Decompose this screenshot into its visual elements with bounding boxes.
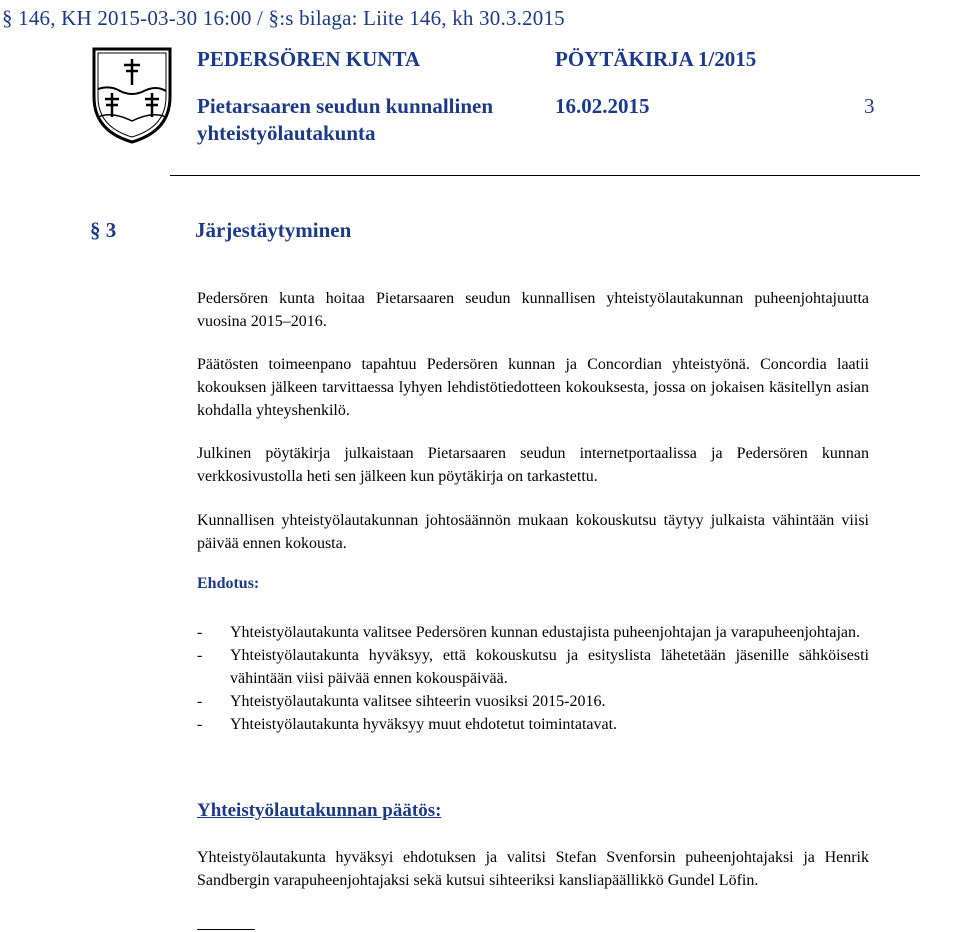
- proposal-list: [197, 621, 869, 736]
- meeting-date: 16.02.2015: [555, 94, 650, 118]
- list-marker: -: [197, 647, 203, 664]
- list-marker: -: [197, 624, 203, 641]
- list-marker: -: [197, 693, 203, 710]
- list-marker: -: [197, 716, 203, 733]
- organization-name: PEDERSÖREN KUNTA: [197, 47, 421, 71]
- reference-line: § 146, KH 2015-03-30 16:00 / §:s bilaga: Liite 146, kh 30.3.2015: [2, 6, 565, 30]
- list-item-text: Yhteistyölautakunta hyväksyy, että kokouskutsu ja esityslista lähetetään jäsenille sähköisesti vähintään viisi päivää ennen kokouspäivää.: [230, 647, 869, 687]
- header-rule: [170, 175, 920, 176]
- committee-name-line1: Pietarsaaren seudun kunnallinen: [197, 94, 494, 118]
- list-item-text: Yhteistyölautakunta valitsee Pedersören kunnan edustajista puheenjohtajan ja varapuheenjohtajan.: [230, 624, 861, 641]
- section-heading: [90, 218, 352, 243]
- section-mark: § 3: [90, 218, 117, 242]
- paragraph: Kunnallisen yhteistyölautakunnan johtosäännön mukaan kokouskutsu täytyy julkaista vähintään viisi päivää ennen kokousta.: [197, 512, 869, 552]
- list-item: [197, 644, 869, 690]
- paragraph: Päätösten toimeenpano tapahtuu Pedersören kunnan ja Concordian yhteistyönä. Concordia laatii kokouksen jälkeen tarvittaessa lyhyen lehdistötiedotteen kokouksesta, jossa on jokaisen käsitellyn asian kohdalla yhteyshenkilö.: [197, 356, 869, 419]
- proposal-heading: Ehdotus:: [197, 575, 260, 592]
- municipal-coat-of-arms-icon: [90, 45, 174, 145]
- committee-name-line2: yhteistyölautakunta: [197, 121, 376, 145]
- list-item: [197, 713, 869, 736]
- paragraph: Julkinen pöytäkirja julkaistaan Pietarsaaren seudun internetportaalissa ja Pedersören kunnan verkkosivustolla heti sen jälkeen kun pöytäkirja on tarkastettu.: [197, 445, 869, 485]
- page-number: 3: [864, 94, 875, 118]
- decision-text: Yhteistyölautakunta hyväksyi ehdotuksen ja valitsi Stefan Svenforsin puheenjohtajaksi ja Henrik Sandbergin varapuheenjohtajaksi sekä kutsui sihteeriksi kansliapäällikkö Gundel Löfin.: [197, 849, 869, 889]
- list-item: [197, 621, 869, 644]
- section-title: Järjestäytyminen: [195, 218, 352, 242]
- list-item: [197, 690, 869, 713]
- end-rule: [197, 929, 255, 930]
- paragraph: Pedersören kunta hoitaa Pietarsaaren seudun kunnallisen yhteistyölautakunnan puheenjohtajuutta vuosina 2015–2016.: [197, 290, 869, 330]
- list-item-text: Yhteistyölautakunta valitsee sihteerin vuosiksi 2015-2016.: [230, 693, 606, 710]
- decision-heading: Yhteistyölautakunnan päätös:: [197, 800, 442, 821]
- list-item-text: Yhteistyölautakunta hyväksyy muut ehdotetut toimintatavat.: [230, 716, 618, 733]
- minutes-label: PÖYTÄKIRJA 1/2015: [555, 47, 757, 71]
